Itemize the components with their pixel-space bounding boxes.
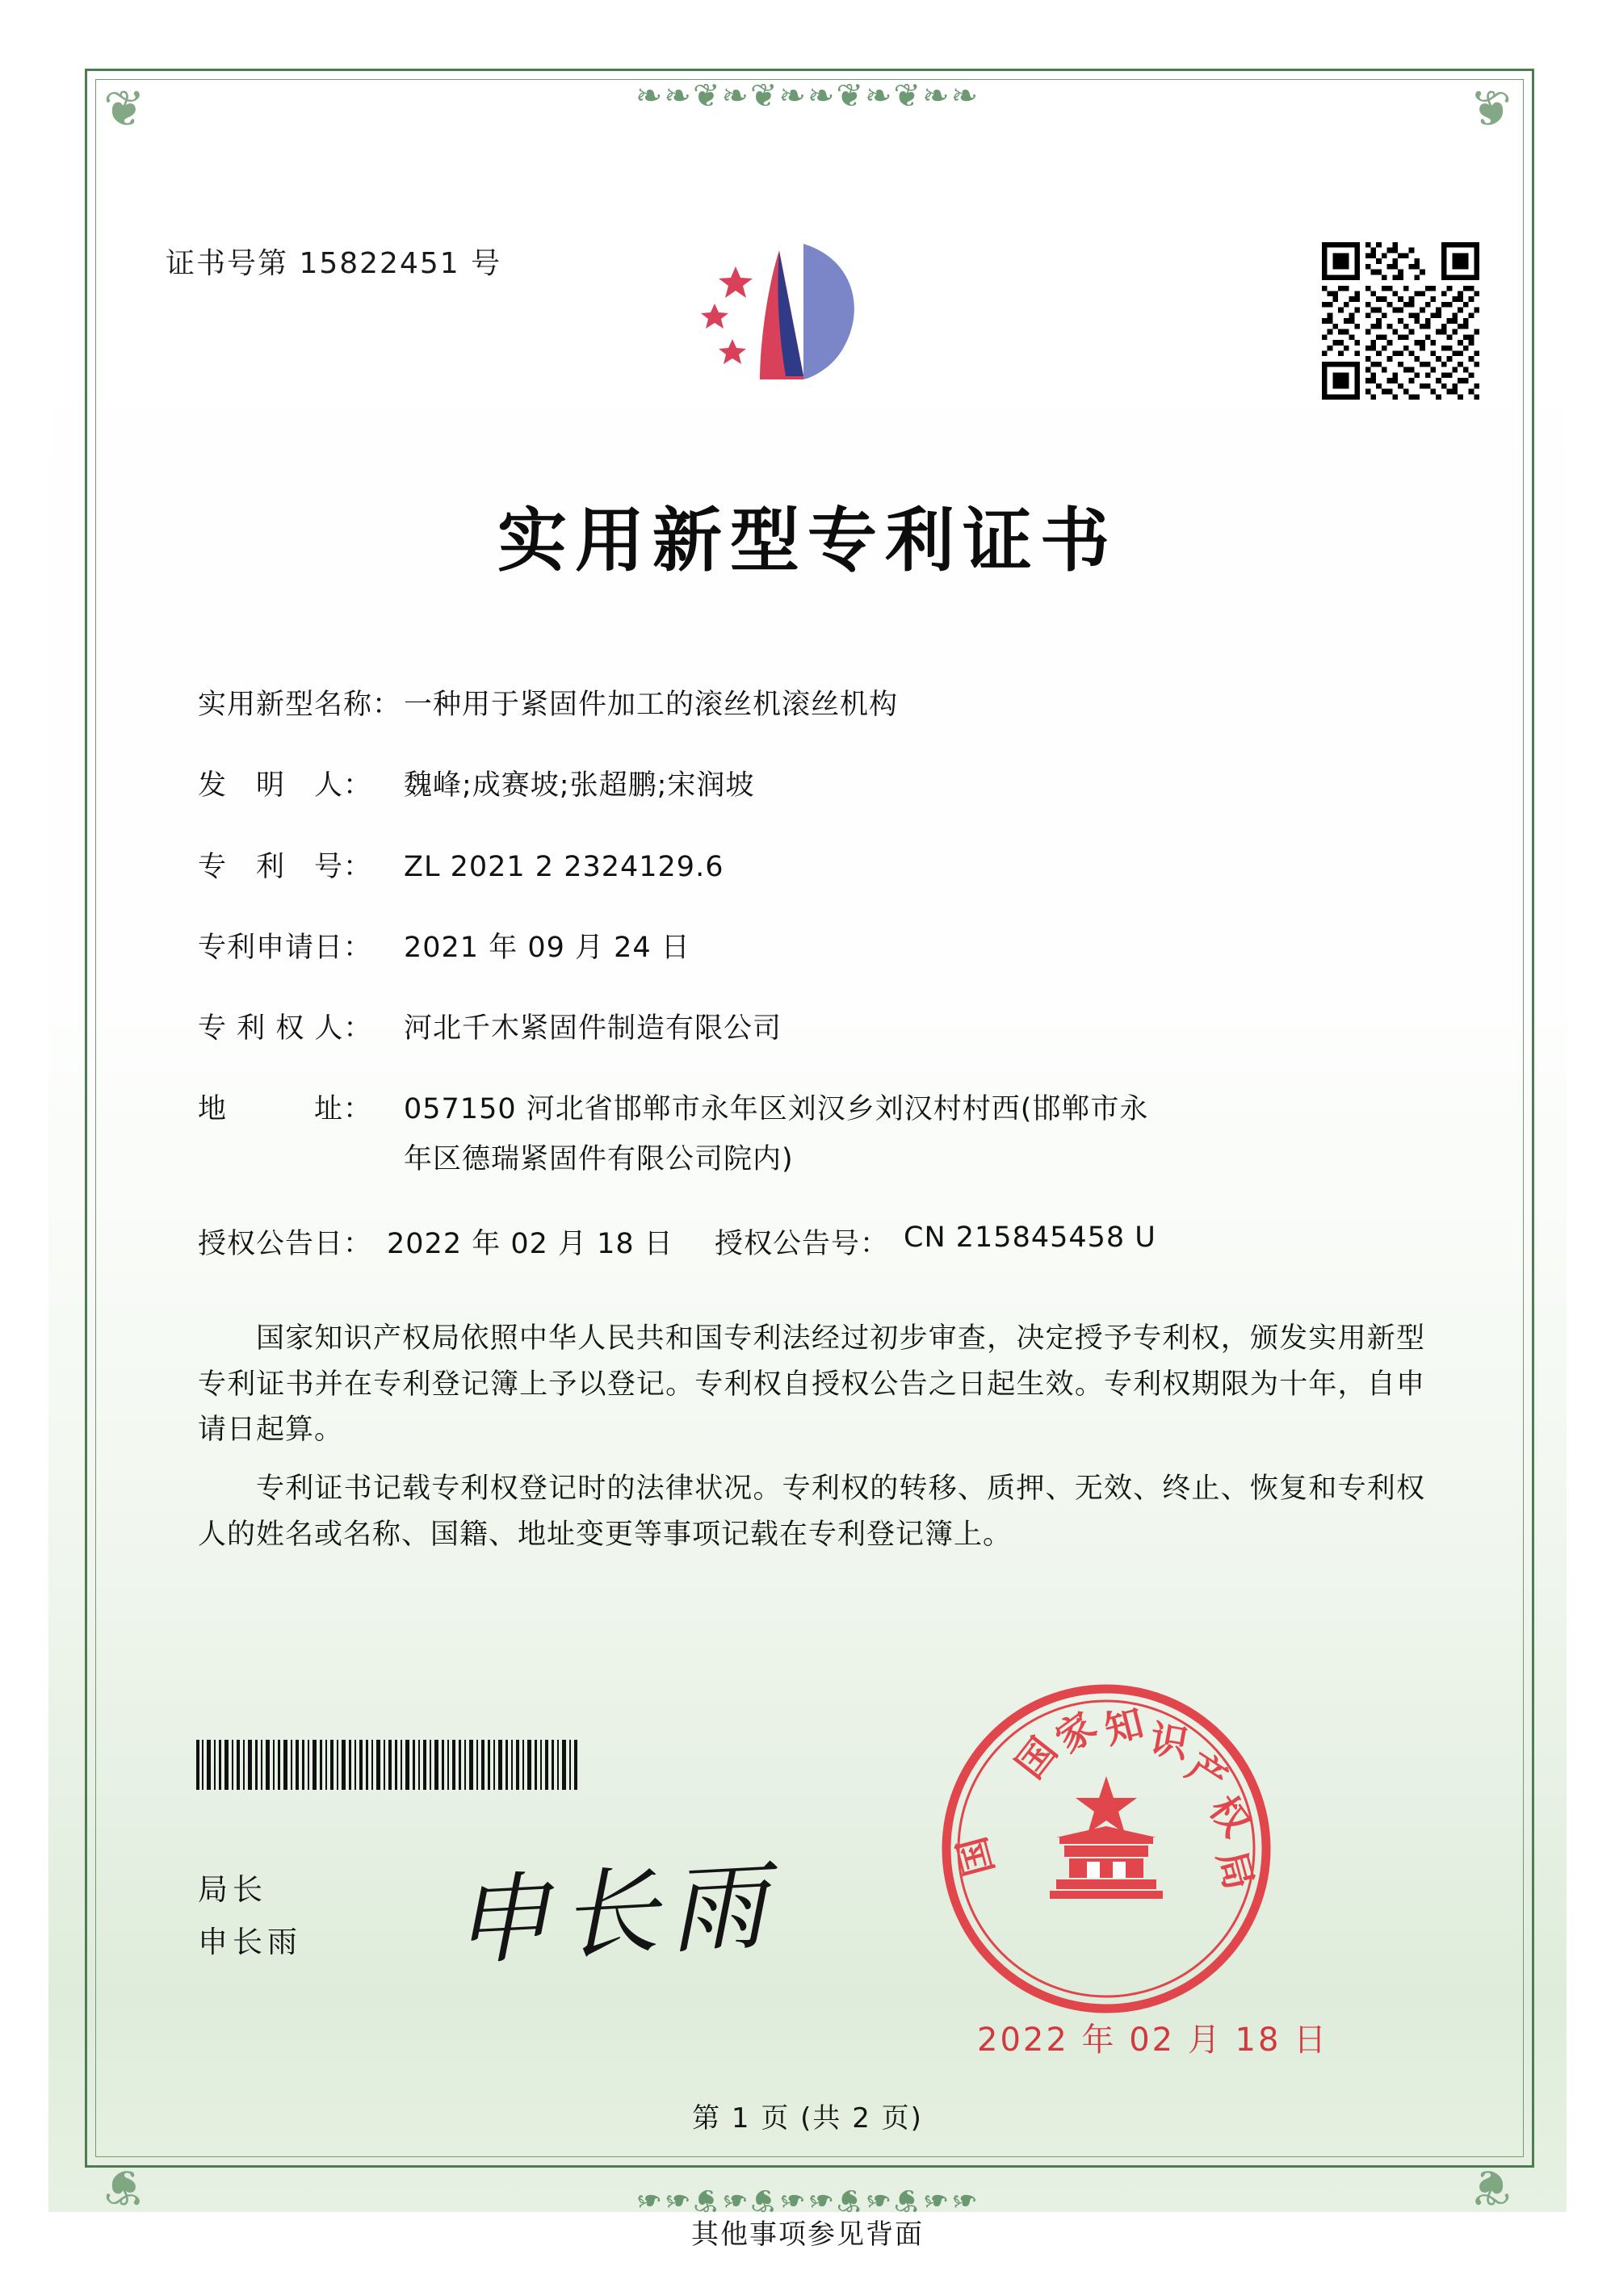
barcode bbox=[196, 1740, 608, 1790]
svg-text:局: 局 bbox=[1208, 1846, 1261, 1895]
legal-paragraph-1: 国家知识产权局依照中华人民共和国专利法经过初步审查，决定授予专利权，颁发实用新型专利证书并在专利登记簿上予以登记。专利权自授权公告之日起生效。专利权期限为十年，自申请日起算。 bbox=[198, 1322, 1425, 1447]
label-patentee: 专 利 权 人： bbox=[198, 1012, 373, 1045]
value-announcement-date: 2022 年 02 月 18 日 bbox=[387, 1227, 673, 1260]
label-inventors: 发 明 人： bbox=[198, 769, 373, 802]
value-inventors: 魏峰;成赛坡;张超鹏;宋润坡 bbox=[404, 769, 755, 802]
label-announcement-number: 授权公告号： bbox=[715, 1227, 890, 1260]
handwritten-signature: 申长雨 bbox=[450, 1850, 780, 1980]
corner-flourish-top-left-icon: ❦ bbox=[103, 79, 145, 138]
fields-block bbox=[198, 686, 1417, 1294]
label-address: 地 址： bbox=[198, 1093, 373, 1126]
field-announcement-date bbox=[198, 1221, 715, 1262]
field-utility-model-name bbox=[198, 686, 1417, 724]
label-application-date: 专利申请日： bbox=[198, 931, 373, 964]
svg-text:权: 权 bbox=[1200, 1787, 1259, 1846]
corner-flourish-top-right-icon: ❦ bbox=[1470, 79, 1512, 138]
corner-flourish-bottom-left-icon: ❦ bbox=[103, 2158, 145, 2217]
field-patentee bbox=[198, 1010, 1417, 1048]
field-application-date bbox=[198, 929, 1417, 967]
qr-code bbox=[1322, 242, 1479, 400]
footer-note: 其他事项参见背面 bbox=[691, 2218, 924, 2251]
value-patentee: 河北千木紧固件制造有限公司 bbox=[404, 1012, 782, 1045]
value-address bbox=[404, 1091, 1417, 1179]
value-utility-model-name: 一种用于紧固件加工的滚丝机滚丝机构 bbox=[404, 689, 899, 721]
svg-text:国: 国 bbox=[1008, 1729, 1067, 1787]
cnipa-red-seal bbox=[937, 1679, 1276, 2018]
value-announcement-number: CN 215845458 U bbox=[904, 1221, 1156, 1254]
label-announcement-date: 授权公告日： bbox=[198, 1227, 373, 1260]
svg-text:产: 产 bbox=[1178, 1744, 1235, 1803]
director-label: 局长 bbox=[198, 1872, 267, 1907]
label-utility-model-name: 实用新型名称： bbox=[198, 689, 402, 721]
label-patent-number: 专 利 号： bbox=[198, 850, 373, 883]
page-title: 实用新型专利证书 bbox=[497, 500, 1118, 581]
seal-date: 2022 年 02 月 18 日 bbox=[977, 2022, 1329, 2059]
svg-text:识: 识 bbox=[1146, 1716, 1192, 1767]
value-address-line2: 年区德瑞紧固件有限公司院内) bbox=[404, 1142, 794, 1175]
page-indicator: 第 1 页 (共 2 页) bbox=[692, 2102, 923, 2135]
certificate-number: 证书号第 15822451 号 bbox=[166, 247, 502, 280]
field-inventors bbox=[198, 767, 1417, 805]
bottom-ornament: ❧❧❦❧❦❧❧❦❧❦❧❧ bbox=[635, 2181, 980, 2218]
value-address-line1: 057150 河北省邯郸市永年区刘汉乡刘汉村村西(邯郸市永 bbox=[404, 1093, 1149, 1126]
svg-text:家: 家 bbox=[1047, 1703, 1105, 1762]
legal-text-block bbox=[198, 1316, 1425, 1570]
value-patent-number: ZL 2021 2 2324129.6 bbox=[404, 850, 724, 883]
top-ornament: ❧❧❦❧❦❧❧❦❧❦❧❧ bbox=[635, 78, 980, 115]
field-announcement-number bbox=[715, 1221, 1156, 1262]
field-grant-row bbox=[198, 1221, 1417, 1262]
cnipa-emblem-icon bbox=[682, 234, 892, 420]
field-patent-number bbox=[198, 848, 1417, 886]
value-application-date: 2021 年 09 月 24 日 bbox=[404, 931, 690, 964]
legal-paragraph-2: 专利证书记载专利权登记时的法律状况。专利权的转移、质押、无效、终止、恢复和专利权人的姓名或名称、国籍、地址变更等事项记载在专利登记簿上。 bbox=[198, 1473, 1425, 1551]
field-address bbox=[198, 1091, 1417, 1179]
director-name: 申长雨 bbox=[198, 1925, 302, 1959]
corner-flourish-bottom-right-icon: ❦ bbox=[1470, 2158, 1512, 2217]
svg-text:知: 知 bbox=[1100, 1700, 1148, 1753]
svg-text:国: 国 bbox=[950, 1832, 1003, 1881]
